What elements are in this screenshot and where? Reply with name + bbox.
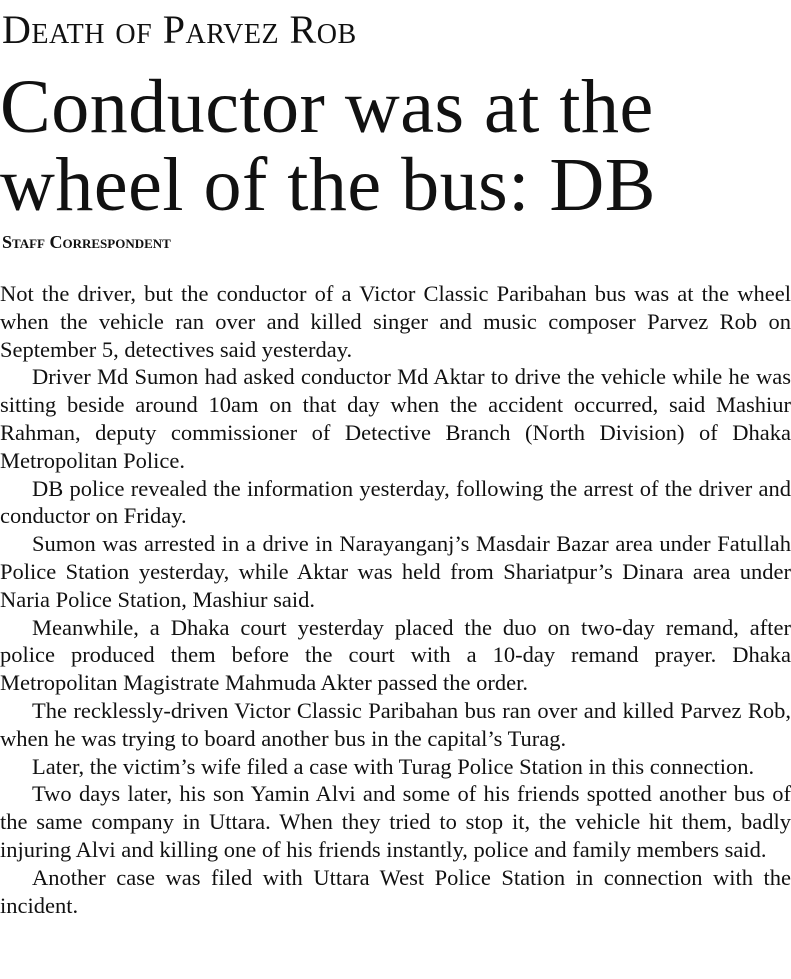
article-paragraph: Sumon was arrested in a drive in Narayanganj’s Masdair Bazar area under Fatullah Police Station yesterday, while Aktar was held from Shariatpur’s Dinara area under Naria Police Station, Mashiur said. — [0, 531, 791, 612]
article-paragraph: Later, the victim’s wife filed a case with Turag Police Station in this connection. — [32, 753, 755, 779]
article-paragraph: DB police revealed the information yesterday, following the arrest of the driver and conductor on Friday. — [0, 475, 791, 529]
article-body — [0, 280, 791, 919]
article-paragraph: Not the driver, but the conductor of a Victor Classic Paribahan bus was at the wheel when the vehicle ran over and killed singer and music composer Parvez Rob on September 5, detectives said yesterday. — [0, 281, 791, 362]
article-headline: Conductor was at the wheel of the bus: DB — [0, 65, 656, 227]
article-paragraph: Another case was filed with Uttara West Police Station in connection with the incident. — [0, 864, 791, 918]
article-paragraph: Meanwhile, a Dhaka court yesterday placed the duo on two-day remand, after police produced them before the court with a 10-day remand prayer. Dhaka Metropolitan Magistrate Mahmuda Akter passed the order. — [0, 614, 791, 696]
article-byline: Staff Correspondent — [2, 232, 171, 252]
article-paragraph: Driver Md Sumon had asked conductor Md Aktar to drive the vehicle while he was sitting beside around 10am on that day when the accident occurred, said Mashiur Rahman, deputy commissioner of Detective Branch (North Division) of Dhaka Metropolitan Police. — [0, 364, 791, 473]
article-kicker: Death of Parvez Rob — [2, 7, 357, 52]
article-paragraph: Two days later, his son Yamin Alvi and some of his friends spotted another bus of the same company in Uttara. When they tried to stop it, the vehicle hit them, badly injuring Alvi and killing one of his friends instantly, police and family members said. — [0, 781, 791, 862]
article-paragraph: The recklessly-driven Victor Classic Paribahan bus ran over and killed Parvez Rob, when he was trying to board another bus in the capital’s Turag. — [0, 697, 791, 751]
